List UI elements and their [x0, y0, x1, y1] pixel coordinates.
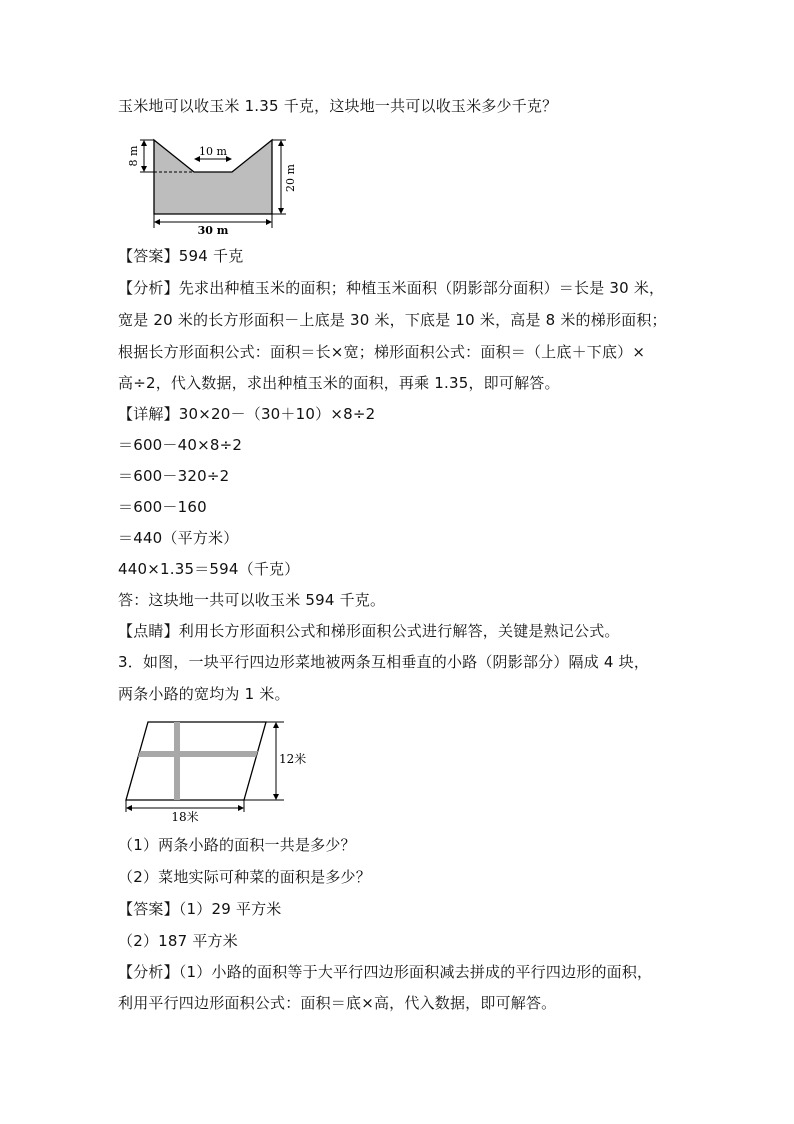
text-line: ＝440（平方米）	[118, 529, 239, 547]
text-line: 根据长方形面积公式：面积＝长×宽；梯形面积公式：面积＝（上底＋下底）×	[118, 343, 646, 361]
label-height: 12米	[279, 752, 307, 766]
text-line: 答：这块地一共可以收玉米 594 千克。	[118, 591, 386, 609]
text-line: 两条小路的宽均为 1 米。	[118, 685, 290, 703]
text-line: 宽是 20 米的长方形面积－上底是 30 米，下底是 10 米，高是 8 米的梯形面积；	[118, 311, 667, 329]
text-line: 【点睛】利用长方形面积公式和梯形面积公式进行解答，关键是熟记公式。	[118, 622, 620, 640]
label-bottom-width: 30 m	[197, 224, 229, 237]
horizontal-path	[138, 751, 258, 757]
label-top-gap: 10 m	[199, 145, 227, 158]
label-base: 18米	[171, 810, 199, 824]
text-line: ＝600－320÷2	[118, 467, 230, 485]
text-line: 利用平行四边形面积公式：面积＝底×高，代入数据，即可解答。	[118, 994, 557, 1012]
text-line: 【分析】（1）小路的面积等于大平行四边形面积减去拼成的平行四边形的面积，	[118, 963, 653, 981]
text-line: ＝600－40×8÷2	[118, 436, 243, 454]
text-line: （2）187 平方米	[118, 932, 238, 950]
label-right-height: 20 m	[284, 164, 297, 192]
text-line: 【详解】30×20－（30＋10）×8÷2	[118, 405, 376, 423]
text-line: （2）菜地实际可种菜的面积是多少？	[118, 868, 371, 886]
text-line: 【答案】（1）29 平方米	[118, 900, 282, 918]
text-line: 3．如图，一块平行四边形菜地被两条互相垂直的小路（阴影部分）隔成 4 块，	[118, 653, 650, 671]
text-line: 440×1.35＝594（千克）	[118, 560, 300, 578]
vertical-path	[174, 722, 180, 800]
parallelogram-field	[126, 722, 266, 800]
label-left-height: 8 m	[127, 145, 140, 167]
text-line: 高÷2，代入数据，求出种植玉米的面积，再乘 1.35，即可解答。	[118, 374, 560, 392]
figure-vegetable-field	[126, 716, 307, 824]
text-line: 【答案】594 千克	[118, 247, 244, 265]
text-line: ＝600－160	[118, 498, 207, 516]
text-line: 玉米地可以收玉米 1.35 千克，这块地一共可以收玉米多少千克？	[118, 97, 558, 115]
text-line: （1）两条小路的面积一共是多少？	[118, 836, 356, 854]
figure-corn-field	[126, 132, 296, 238]
text-line: 【分析】先求出种植玉米的面积；种植玉米面积（阴影部分面积）＝长是 30 米，	[118, 279, 665, 297]
